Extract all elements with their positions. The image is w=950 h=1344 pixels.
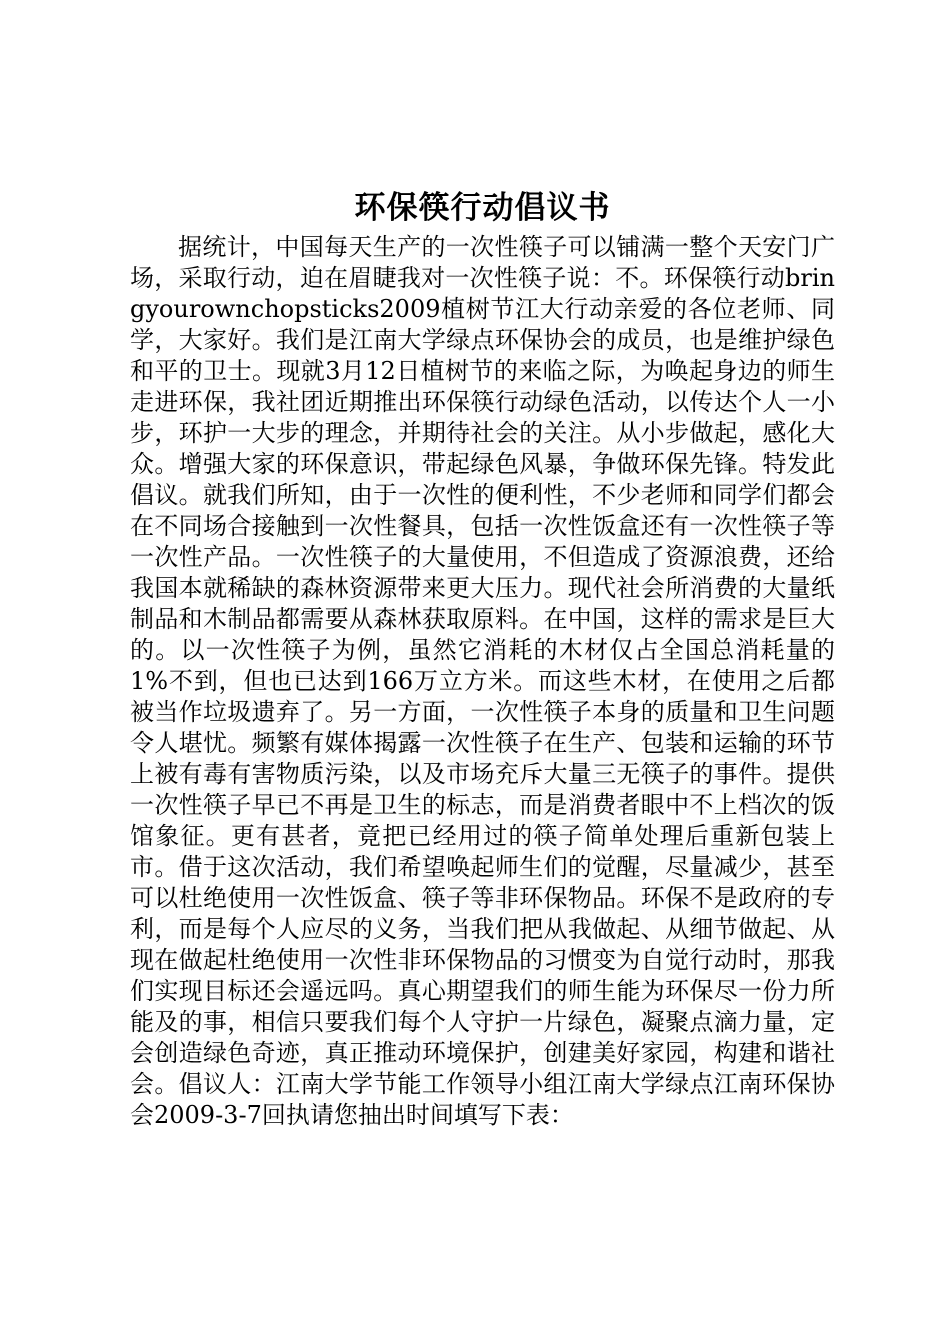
document-body: 据统计，中国每天生产的一次性筷子可以铺满一整个天安门广场，采取行动，迫在眉睫我对一次性筷子说：不。环保筷行动bringyourownchopsticks2009植树节江大行动亲爱的各位老师、同学，大家好。我们是江南大学绿点环保协会的成员，也是维护绿色和平的卫士。现就3月12日植树节的来临之际，为唤起身边的师生走进环保，我社团近期推出环保筷行动绿色活动，以传达个人一小步，环护一大步的理念，并期待社会的关注。从小步做起，感化大众。增强大家的环保意识，带起绿色风暴，争做环保先锋。特发此倡议。就我们所知，由于一次性的便利性，不少老师和同学们都会在不同场合接触到一次性餐具，包括一次性饭盒还有一次性筷子等一次性产品。一次性筷子的大量使用，不但造成了资源浪费，还给我国本就稀缺的森林资源带来更大压力。现代社会所消费的大量纸制品和木制品都需要从森林获取原料。在中国，这样的需求是巨大的。以一次性筷子为例，虽然它消耗的木材仅占全国总消耗量的1%不到，但也已达到166万立方米。而这些木材，在使用之后都被当作垃圾遗弃了。另一方面，一次性筷子本身的质量和卫生问题令人堪忧。频繁有媒体揭露一次性筷子在生产、包装和运输的环节上被有毒有害物质污染，以及市场充斥大量三无筷子的事件。提供一次性筷子早已不再是卫生的标志，而是消费者眼中不上档次的饭馆象征。更有甚者，竟把已经用过的筷子简单处理后重新包装上市。借于这次活动，我们希望唤起师生们的觉醒，尽量减少，甚至可以杜绝使用一次性饭盒、筷子等非环保物品。环保不是政府的专利，而是每个人应尽的义务，当我们把从我做起、从细节做起、从现在做起杜绝使用一次性非环保物品的习惯变为自觉行动时，那我们实现目标还会遥远吗。真心期望我们的师生能为环保尽一份力所能及的事，相信只要我们每个人守护一片绿色，凝聚点滴力量，定会创造绿色奇迹，真正推动环境保护，创建美好家园，构建和谐社会。倡议人：江南大学节能工作领导小组江南大学绿点江南环保协会2009-3-7回执请您抽出时间填写下表： bbox=[130, 233, 835, 1129]
document-page bbox=[130, 188, 835, 1131]
document-title: 环保筷行动倡议书 bbox=[354, 190, 611, 226]
